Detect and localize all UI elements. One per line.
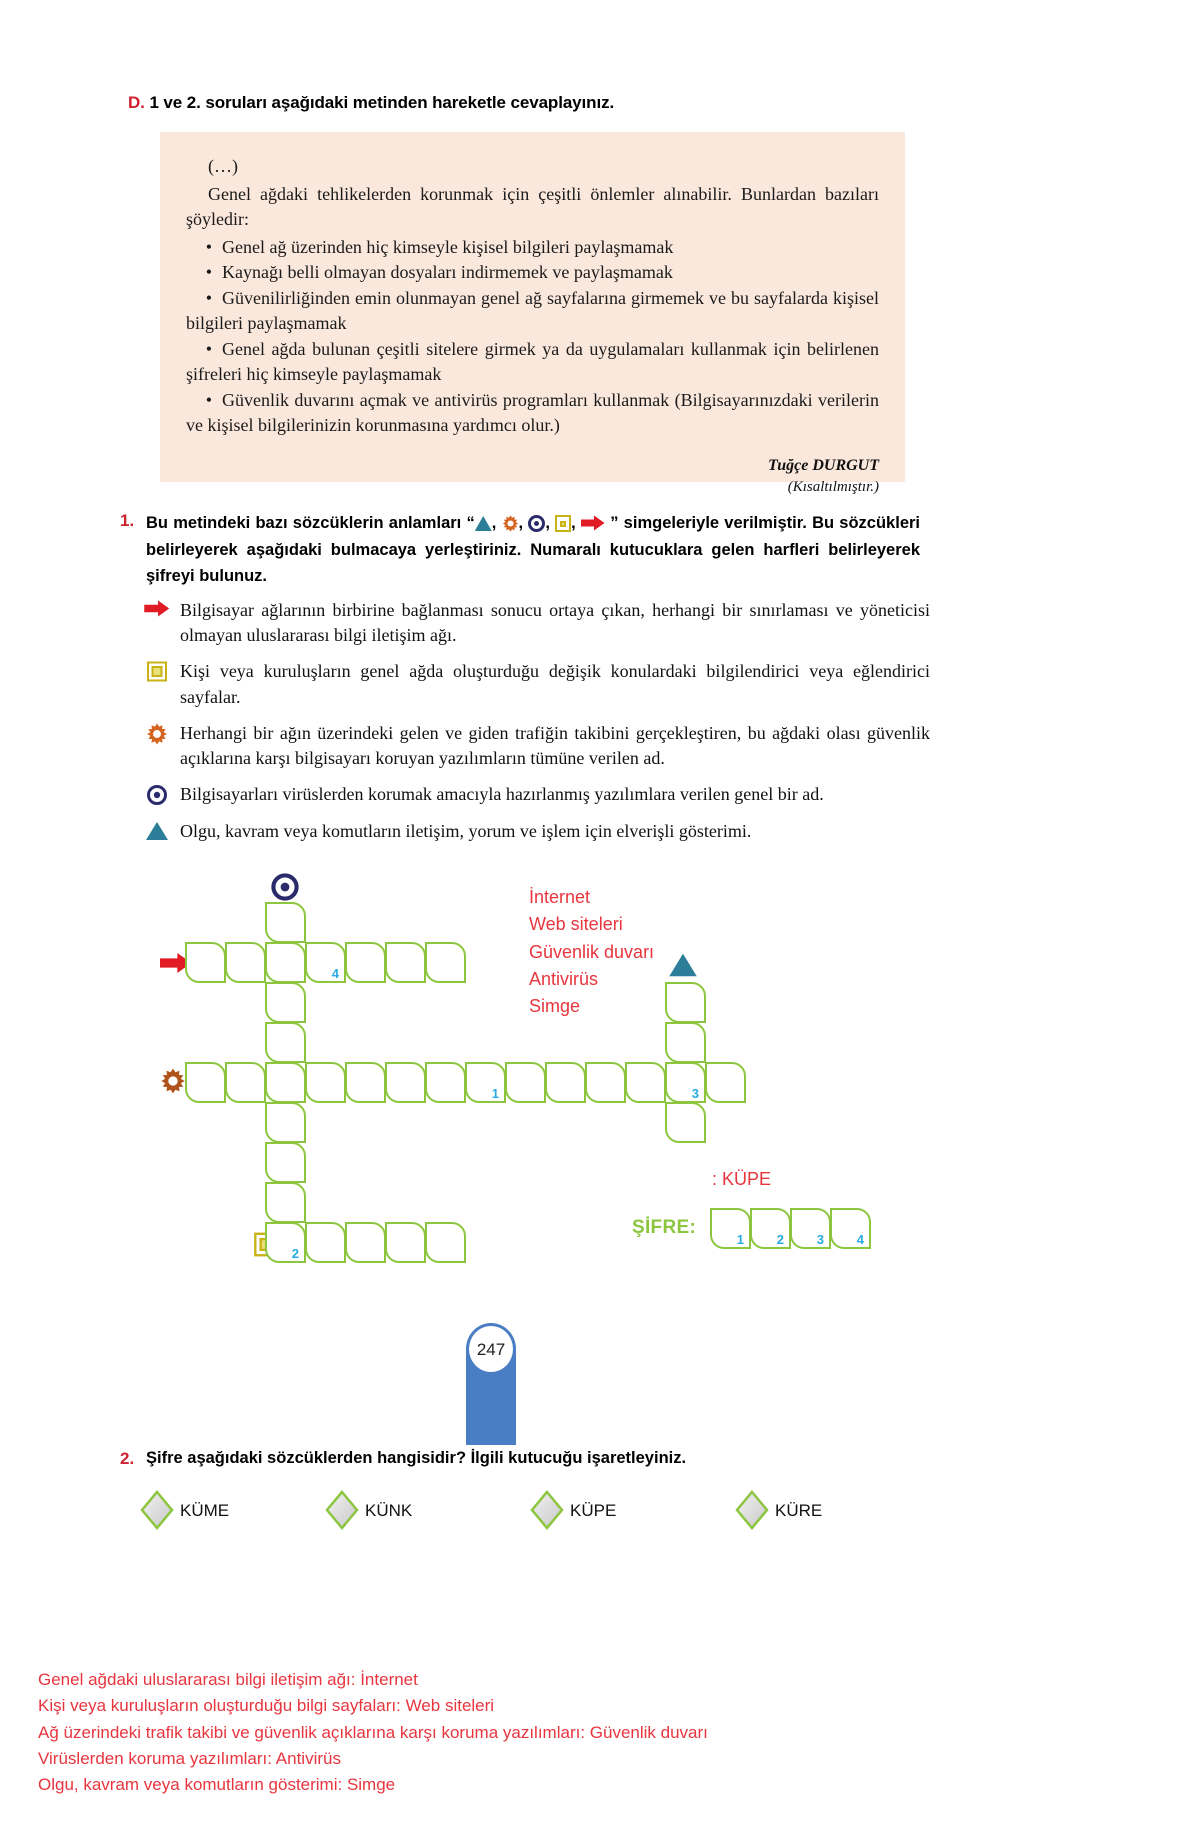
definition-item — [140, 782, 930, 808]
question-1-number: 1. — [120, 511, 135, 530]
answer-options — [140, 1490, 960, 1550]
crossword-cell[interactable] — [545, 1062, 586, 1103]
crossword-cell[interactable] — [265, 1102, 306, 1143]
crossword-cell[interactable] — [425, 1062, 466, 1103]
crossword-cell[interactable] — [305, 942, 346, 983]
crossword-cell[interactable] — [665, 1102, 706, 1143]
annotation-line: Olgu, kavram veya komutların gösterimi: Simge — [38, 1775, 396, 1795]
option-label: KÜNK — [365, 1500, 413, 1520]
question-1-text-part2: ” simgeleriyle verilmiştir. Bu sözcükleri belirleyerek aşağıdaki bulmacaya yerleştiriniz. Numaralı kutucuklara gelen harfleri belirleyerek şifreyi bulunuz. — [146, 514, 921, 586]
bullet-dot: • — [205, 338, 212, 359]
definition-item — [140, 659, 930, 709]
crossword-cell[interactable] — [265, 1182, 306, 1223]
bullet-dot: • — [205, 262, 212, 283]
passage-ellipsis: (…) — [208, 156, 238, 176]
passage-bullet-text: Kaynağı belli olmayan dosyaları indirmemek ve paylaşmamak — [222, 262, 673, 283]
diamond-checkbox-icon[interactable] — [735, 1490, 769, 1530]
passage-attribution — [186, 455, 879, 497]
icon-sep: , — [571, 514, 581, 532]
crossword-cell[interactable] — [585, 1062, 626, 1103]
crossword-cell-number: 3 — [691, 1086, 699, 1101]
crossword-cell[interactable] — [345, 1062, 386, 1103]
definition-text: Bilgisayarları virüslerden korumak amacıyla hazırlanmış yazılımlara verilen genel bir ad. — [180, 784, 824, 805]
reading-passage-box — [160, 132, 905, 495]
crossword-cell[interactable] — [505, 1062, 546, 1103]
crossword-cell[interactable] — [625, 1062, 666, 1103]
square-icon — [140, 661, 174, 687]
crossword-cell[interactable] — [385, 1222, 426, 1263]
definition-text: Olgu, kavram veya komutların iletişim, yorum ve işlem için elverişli gösterimi. — [180, 821, 752, 842]
crossword-cell[interactable] — [665, 1062, 706, 1103]
sifre-label: ŞİFRE: — [632, 1217, 697, 1238]
circle-dot-icon — [528, 515, 545, 532]
crossword-cell[interactable] — [665, 982, 706, 1023]
crossword-cell[interactable] — [305, 1222, 346, 1263]
definition-list — [140, 598, 930, 856]
icon-sep: , — [491, 514, 502, 532]
abridged-note: (Kısaltılmıştır.) — [787, 478, 879, 495]
option-kure[interactable] — [735, 1490, 822, 1530]
section-letter: D. — [128, 93, 145, 112]
sifre-cell[interactable] — [830, 1208, 871, 1249]
passage-bullet-text: Güvenlik duvarını açmak ve antivirüs programları kullanmak (Bilgisayarınızdaki verilerin ve kişisel bilgilerinizin korunmasına yardımcı olur.) — [186, 389, 879, 436]
icon-sep: , — [518, 514, 529, 532]
question-2-number: 2. — [120, 1449, 135, 1468]
option-kupe[interactable] — [530, 1490, 616, 1530]
passage-bullet — [186, 337, 879, 388]
sifre-cell[interactable] — [750, 1208, 791, 1249]
crossword-cell[interactable] — [265, 942, 306, 983]
circle-dot-icon — [140, 784, 174, 811]
question-1-text-part1: Bu metindeki bazı sözcüklerin anlamları “ — [146, 514, 475, 532]
question-1 — [120, 510, 920, 590]
crossword-cell[interactable] — [705, 1062, 746, 1103]
crossword-cell[interactable] — [385, 942, 426, 983]
definition-item — [140, 819, 930, 845]
passage-intro: Genel ağdaki tehlikelerden korunmak için çeşitli önlemler alınabilir. Bunlardan bazıları şöyledir: — [186, 183, 879, 230]
annotation-line: Genel ağdaki uluslararası bilgi iletişim ağı: İnternet — [38, 1670, 418, 1689]
definition-text: Bilgisayar ağlarının birbirine bağlanması sonucu ortaya çıkan, herhangi bir sınırlaması ve yöneticisi olmayan uluslararası bilgi iletişim ağı. — [180, 600, 930, 646]
question-1-text — [146, 510, 920, 590]
legend-item: İnternet — [529, 887, 591, 907]
triangle-icon — [140, 821, 174, 846]
bullet-dot: • — [205, 389, 212, 410]
crossword-cell[interactable] — [265, 1142, 306, 1183]
triangle-icon — [475, 516, 492, 531]
crossword-cell[interactable] — [225, 1062, 266, 1103]
diamond-checkbox-icon[interactable] — [530, 1490, 564, 1530]
author-name: Tuğçe DURGUT — [768, 457, 879, 475]
definition-text: Kişi veya kuruluşların genel ağda oluşturduğu değişik konulardaki bilgilendirici veya eğlendirici sayfalar. — [180, 661, 930, 707]
triangle-icon — [668, 952, 698, 983]
sifre-cell-number: 1 — [736, 1232, 744, 1247]
crossword-cell[interactable] — [185, 1062, 226, 1103]
crossword-cell[interactable] — [185, 942, 226, 983]
legend-item: Antivirüs — [529, 969, 599, 990]
crossword-cell[interactable] — [265, 982, 306, 1023]
option-kume[interactable] — [140, 1490, 229, 1530]
sun-icon — [140, 723, 174, 750]
question-2 — [120, 1448, 940, 1469]
option-label: KÜRE — [775, 1500, 823, 1520]
option-kunk[interactable] — [325, 1490, 412, 1530]
sifre-cell-number: 3 — [816, 1232, 824, 1247]
diamond-checkbox-icon[interactable] — [325, 1490, 359, 1530]
passage-bullet-text: Genel ağ üzerinden hiç kimseyle kişisel bilgileri paylaşmamak — [222, 236, 674, 257]
page-number: 247 — [466, 1323, 516, 1375]
diamond-checkbox-icon[interactable] — [140, 1490, 174, 1530]
passage-bullet — [186, 286, 879, 337]
sun-icon — [502, 514, 519, 531]
crossword-cell[interactable] — [265, 1222, 306, 1263]
arrow-icon — [581, 513, 605, 529]
bullet-dot: • — [205, 236, 212, 257]
annotation-line: Ağ üzerindeki trafik takibi ve güvenlik açıklarına karşı koruma yazılımları: Güvenlik duvarı — [38, 1722, 708, 1742]
icon-sep: , — [545, 514, 556, 532]
crossword-cell[interactable] — [265, 902, 306, 943]
annotation-line: Virüslerden koruma yazılımları: Antivirüs — [38, 1749, 341, 1769]
sifre-cell[interactable] — [710, 1208, 751, 1249]
definition-item — [140, 598, 930, 648]
crossword-cell[interactable] — [225, 942, 266, 983]
square-icon — [555, 515, 571, 532]
legend-item: Web siteleri — [529, 914, 623, 935]
definition-item — [140, 721, 930, 771]
crossword-cell[interactable] — [425, 942, 466, 983]
arrow-icon — [140, 600, 174, 622]
sifre-cell[interactable] — [790, 1208, 831, 1249]
crossword-cell[interactable] — [265, 1022, 306, 1063]
crossword-cell-number: 1 — [491, 1086, 499, 1101]
crossword-puzzle — [0, 880, 1180, 1360]
section-instruction: 1 ve 2. soruları aşağıdaki metinden hareketle cevaplayınız. — [149, 93, 615, 112]
legend-item: Simge — [529, 996, 581, 1017]
crossword-cell[interactable] — [345, 942, 386, 983]
answer-key-annotations — [38, 1667, 1138, 1799]
kupe-answer-label: : KÜPE — [712, 1169, 772, 1189]
crossword-cell[interactable] — [385, 1062, 426, 1103]
sun-icon — [160, 1068, 186, 1099]
question-2-text: Şifre aşağıdaki sözcüklerden hangisidir? İlgili kutucuğu işaretleyiniz. — [146, 1449, 687, 1467]
legend-item: Güvenlik duvarı — [529, 941, 655, 962]
passage-bullet-text: Güvenilirliğinden emin olunmayan genel ağ sayfalarına girmemek ve bu sayfalarda kişisel bilgileri paylaşmamak — [186, 287, 879, 334]
passage-bullet — [186, 260, 879, 286]
section-heading — [128, 92, 928, 113]
crossword-cell[interactable] — [465, 1062, 506, 1103]
passage-bullet — [186, 235, 879, 261]
crossword-cell-number: 2 — [291, 1246, 299, 1261]
sifre-cell-number: 4 — [856, 1232, 864, 1247]
crossword-cell-number: 4 — [331, 966, 339, 981]
passage-bullet-text: Genel ağda bulunan çeşitli sitelere girmek ya da uygulamaları kullanmak için belirlenen şifreleri hiç kimseyle paylaşmamak — [186, 338, 879, 385]
crossword-cell[interactable] — [305, 1062, 346, 1103]
crossword-cell[interactable] — [665, 1022, 706, 1063]
option-label: KÜME — [180, 1500, 230, 1520]
passage-bullet — [186, 388, 879, 439]
annotation-line: Kişi veya kuruluşların oluşturduğu bilgi sayfaları: Web siteleri — [38, 1696, 495, 1716]
bullet-dot: • — [205, 287, 212, 308]
option-label: KÜPE — [570, 1500, 617, 1520]
crossword-cell[interactable] — [425, 1222, 466, 1263]
definition-text: Herhangi bir ağın üzerindeki gelen ve giden trafiğin takibini gerçekleştiren, bu ağdaki olası güvenlik açıklarına karşı bilgisayarı koruyan yazılımların tümüne verilen ad. — [180, 722, 930, 768]
page-number-bookmark — [466, 1323, 516, 1445]
crossword-answer-legend — [529, 884, 654, 1021]
sifre-cell-number: 2 — [776, 1232, 784, 1247]
crossword-cell[interactable] — [345, 1222, 386, 1263]
crossword-cell[interactable] — [265, 1062, 306, 1103]
